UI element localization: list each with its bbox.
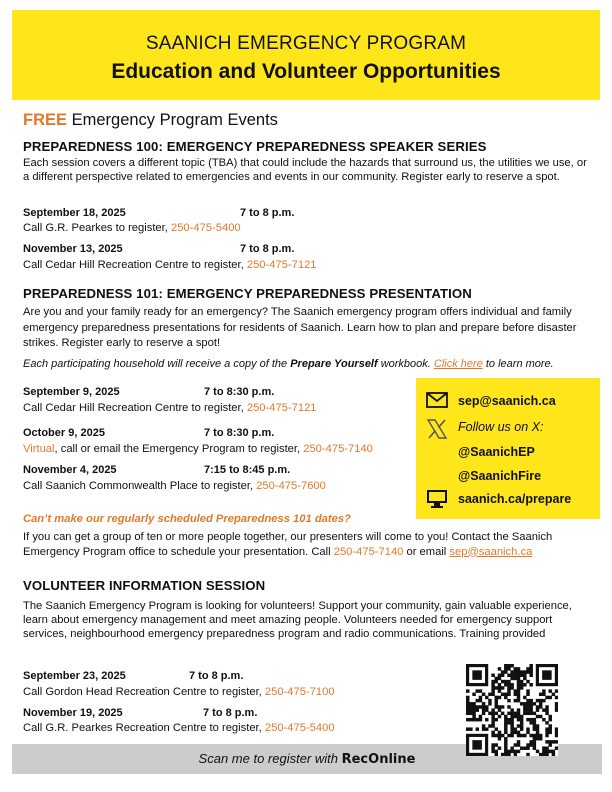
volunteer-description: The Saanich Emergency Program is looking for volunteers! Support your community, gain valuable experience, learn about emergency management and meet amazing people. Volunteers needed for emergency support services, neighbourhood emergency preparedness program and radio communications. Training provided — [23, 600, 572, 641]
x-handle-saanichfire[interactable]: @SaanichFire — [458, 469, 542, 483]
p100-session-2-date: November 13, 2025 7 to 8 p.m. — [23, 243, 295, 255]
phone-link[interactable]: 250-475-7100 — [264, 686, 335, 698]
p101-session-3-date: November 4, 2025 7:15 to 8:45 p.m. — [23, 464, 291, 476]
email-link[interactable]: sep@saanich.ca — [449, 545, 533, 558]
contact-follow-row — [426, 418, 544, 443]
phone-link[interactable]: 250-475-7121 — [246, 402, 317, 414]
group-presentation-text: If you can get a group of ten or more people together, our presenters will come to you! Contact the Saanich Emergency Program office to schedule your presentation. Call 250-475-7140 or email sep@saanich.ca — [23, 531, 553, 558]
click-here-link[interactable]: Click here — [433, 358, 483, 370]
phone-link[interactable]: 250-475-5400 — [264, 722, 335, 734]
phone-link[interactable]: 250-475-7121 — [246, 259, 317, 271]
p100-session-1-call: Call G.R. Pearkes to register, 250-475-5400 — [23, 222, 241, 234]
program-title: SAANICH EMERGENCY PROGRAM — [145, 33, 467, 54]
volunteer-session-2-call: Call G.R. Pearkes Recreation Centre to register, 250-475-5400 — [23, 722, 335, 734]
p101-session-2-call: Virtual, call or email the Emergency Program to register, 250-475-7140 — [23, 443, 373, 455]
p100-description: Each session covers a different topic (TBA) that could include the hazards that surround us, the utilities we use, or a different perspective related to emergencies and events in our community. Register early to reserve a spot. — [23, 157, 587, 183]
volunteer-session-1-call: Call Gordon Head Recreation Centre to register, 250-475-7100 — [23, 686, 335, 698]
p101-session-1-date: September 9, 2025 7 to 8:30 p.m. — [23, 386, 275, 398]
phone-link[interactable]: 250-475-7140 — [303, 443, 373, 455]
cant-make-question: Can’t make our regularly scheduled Preparedness 101 dates? — [23, 513, 351, 525]
volunteer-session-1-date: September 23, 2025 7 to 8 p.m. — [23, 670, 244, 682]
p101-session-2-date: October 9, 2025 7 to 8:30 p.m. — [23, 427, 275, 439]
contact-email[interactable]: sep@saanich.ca — [458, 394, 556, 408]
footer-bar: Scan me to register with RecOnline — [12, 744, 602, 774]
p101-heading: PREPAREDNESS 101: EMERGENCY PREPAREDNESS PRESENTATION — [23, 286, 472, 301]
volunteer-heading: VOLUNTEER INFORMATION SESSION — [23, 578, 266, 593]
p100-session-2-call: Call Cedar Hill Recreation Centre to register, 250-475-7121 — [23, 259, 317, 271]
phone-link[interactable]: 250-475-7600 — [256, 480, 326, 492]
phone-link[interactable]: 250-475-5400 — [170, 222, 241, 234]
workbook-note: Each participating household will receive a copy of the Prepare Yourself workbook. Click here to learn more. — [23, 358, 554, 370]
computer-icon — [426, 488, 448, 513]
x-logo-icon — [426, 418, 448, 443]
reconline-brand: RecOnline — [341, 752, 416, 767]
p101-description: Are you and your family ready for an emergency? The Saanich emergency program offers individual and family emergency preparedness presentations for residents of Saanich. Learn how to plan and prepare before disaster strikes. Register early to reserve a spot! — [23, 306, 577, 349]
p100-heading: PREPAREDNESS 100: EMERGENCY PREPAREDNESS SPEAKER SERIES — [23, 139, 487, 154]
p101-session-3-call: Call Saanich Commonwealth Place to register, 250-475-7600 — [23, 480, 326, 492]
header-banner — [12, 10, 600, 100]
p100-session-1-date: September 18, 2025 7 to 8 p.m. — [23, 207, 295, 219]
email-icon — [426, 392, 448, 411]
contact-website-row — [426, 488, 572, 513]
volunteer-session-2-date: November 19, 2025 7 to 8 p.m. — [23, 707, 258, 719]
qr-code[interactable] — [466, 664, 558, 756]
phone-link[interactable]: 250-475-7140 — [333, 545, 404, 558]
contact-email-row — [426, 392, 556, 411]
contact-box — [416, 378, 600, 519]
x-handle-saanichep[interactable]: @SaanichEP — [458, 445, 535, 459]
contact-website[interactable]: saanich.ca/prepare — [458, 492, 572, 506]
follow-us-label: Follow us on X: — [458, 420, 544, 434]
p101-session-1-call: Call Cedar Hill Recreation Centre to register, 250-475-7121 — [23, 402, 317, 414]
page-title: Education and Volunteer Opportunities — [111, 60, 501, 83]
free-events-heading: FREE Emergency Program Events — [23, 111, 278, 129]
